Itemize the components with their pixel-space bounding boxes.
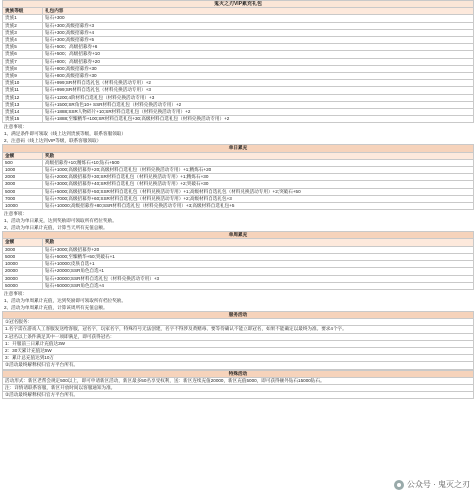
vip-cell: 贵族10 [3,80,43,87]
note-line [2,130,474,137]
weekly-cell: 钻石+30000;SSR材料自选礼包（材料兑换活动专用）+3 [43,275,474,282]
vip-row [3,94,474,101]
vip-cell: 贵族15 [3,116,43,123]
vip-row [3,29,474,36]
note-line [2,123,474,130]
vip-row [3,37,474,44]
weekly-cell: 钻石+20000;SSR角色自选+1 [43,268,474,275]
single-cell: 3000 [3,181,43,188]
note-text: 2、活动为单周累计充值，计算该周所有充值总额。 [4,304,108,310]
note-text: 2、活动为单日累计充值，计算当天所有充值总额。 [4,225,108,231]
weekly-title: 单周累充 [3,232,474,239]
single-cell: 2000 [3,174,43,181]
vip-header-level: 贵族等级 [3,8,43,15]
vip-title: 鬼灭之刃VIP累充礼包 [3,1,474,8]
weekly-table [2,231,474,290]
single-cell: 500 [3,159,43,166]
single-header-amount: 金额 [3,152,43,159]
note-line [3,377,474,384]
vip-cell: 钻石+800;高级招募券+30 [43,65,474,72]
watermark [394,479,470,490]
vip-cell: 贵族1 [3,15,43,22]
note-text: 注：详情请联系客服，新区开放时间以客服通知为准。 [3,384,474,391]
note-line [2,290,474,297]
single-row [3,181,474,188]
vip-row [3,15,474,22]
note-line [2,217,474,224]
service-table [2,311,474,370]
vip-cell: 钻石+300;高级招募券+4 [43,29,474,36]
weekly-cell: 10000 [3,261,43,268]
vip-cell: 钻石+300;高级招募券+5 [43,37,474,44]
note-line [3,326,474,333]
vip-row [3,51,474,58]
weekly-cell: 5000 [3,253,43,260]
weekly-row [3,268,474,275]
note-text: 注意事项： [4,124,27,130]
note-line [2,210,474,217]
vip-cell: 钻石+1888;SSR人物碎片+10;SR材料自选礼包（材料兑换活动专用）+2 [43,109,474,116]
note-text: ②活动最终解释权归官方平台所有。 [3,362,474,369]
vip-notes [2,123,474,144]
note-line [3,333,474,340]
note-line [3,392,474,399]
vip-cell: 钻石+999;SR材料自选礼包（材料兑换活动专用）+3 [43,87,474,94]
vip-cell: 贵族4 [3,37,43,44]
vip-cell: 钻石+500；高级招募券+6 [43,44,474,51]
weekly-cell: 钻石+50000;SSR角色自选+4 [43,282,474,289]
vip-cell: 钻石+800;高级招募券+30 [43,73,474,80]
single-table [2,144,474,210]
weekly-row [3,253,474,260]
note-line [2,297,474,304]
note-text: 活动形式：新区老帮会规定500以上，即可申请新区活动，新区最多50名享受权利，送：新区连续充值20000，新区充值5000，即可获得额外钻石15000钻石。 [3,377,474,384]
note-line [3,355,474,362]
wechat-icon [394,480,404,490]
note-line [2,224,474,231]
note-text: 1：开服前三日累计充值达3W [3,340,474,347]
single-cell: 钻石+10000;高级招募券+80;SSR材料自选礼包（材料兑换活动专用）+3;高级材料自选礼包+5 [43,203,474,210]
weekly-cell: 20000 [3,268,43,275]
note-text: ②活动最终解释权归官方平台所有。 [3,392,474,399]
vip-header-content: 礼包内容 [43,8,474,15]
note-text: 注意事项： [4,211,27,217]
vip-row [3,73,474,80]
note-line [3,319,474,326]
weekly-row [3,246,474,253]
single-cell: 钻石+2000;高级招募券+30;SR材料自选礼包（材料兑换活动专用）+1;精炼石+30 [43,174,474,181]
vip-cell: 贵族8 [3,65,43,72]
single-cell: 10000 [3,203,43,210]
single-cell: 钻石+1000;高级招募券+20;高级材料自选礼包（材料兑换活动专用）+1;精炼石+20 [43,167,474,174]
weekly-row [3,275,474,282]
note-text: 3：累计总充值达到10万 [3,355,474,362]
weekly-cell: 钻石+10000;皮肤自选+1 [43,261,474,268]
special-table [2,370,474,400]
vip-row [3,116,474,123]
note-text: 1.名字需在游戏人工客服发送给客服，冠名字，玩家名字，特殊符号无法创建，名字不得涉及黄赌毒、要等待确认不能立即冠名，如果不能确定以最终为准。要求4个字。 [3,326,474,333]
weekly-header-amount: 金额 [3,239,43,246]
note-line [3,340,474,347]
note-text: 2.冠名以上条件满足其中一项即满足，即可获得冠名： [3,333,474,340]
single-row [3,159,474,166]
single-cell: 1000 [3,167,43,174]
single-cell: 钻石+3000;高级招募券+40;SR材料自选礼包（材料兑换活动专用）+2;突破石+30 [43,181,474,188]
weekly-row [3,282,474,289]
single-header-reward: 奖励 [43,152,474,159]
vip-row [3,101,474,108]
vip-row [3,65,474,72]
note-text: 注意事项： [4,290,27,296]
single-row [3,188,474,195]
vip-cell: 贵族14 [3,109,43,116]
weekly-cell: 30000 [3,275,43,282]
weekly-header-reward: 奖励 [43,239,474,246]
vip-cell: 贵族9 [3,73,43,80]
note-line [3,347,474,354]
vip-cell: 钻石+300;高级招募券+3 [43,22,474,29]
weekly-cell: 钻石+5000;至臻精华+50;突破石+1 [43,253,474,260]
note-line [2,304,474,311]
note-text: ①冠名服务： [3,319,474,326]
vip-cell: 钻石+800；高级招募券+20 [43,58,474,65]
vip-cell: 贵族12 [3,94,43,101]
vip-row [3,87,474,94]
vip-cell: 贵族3 [3,29,43,36]
vip-row [3,22,474,29]
note-line [3,362,474,369]
note-text: 2：30天累计充值达5W [3,347,474,354]
vip-row [3,109,474,116]
single-cell: 高级招募券+10;精炼石+10;钻石+500 [43,159,474,166]
vip-cell: 钻石+300 [43,15,474,22]
note-text: 1、活动为单周累计充值，达到奖励即可领取所有档位奖励。 [4,297,126,303]
service-title: 服务活动 [3,311,474,318]
vip-cell: 贵族6 [3,51,43,58]
note-line [3,384,474,391]
vip-cell: 钻石+999;SR材料自选礼包（材料兑换活动专用）+2 [43,80,474,87]
single-cell: 钻石+5000;高级招募券+50;SSR材料自选礼包（材料兑换活动专用）+1;高级材料自选礼包（材料兑换活动专用）+2;突破石+50 [43,188,474,195]
single-cell: 7000 [3,195,43,202]
note-text: 2、注意码（线上达到VIP等级，联系客服领取） [4,138,102,144]
vip-table [2,0,474,123]
single-cell: 钻石+7000;高级招募券+60;SSR材料自选礼包（材料兑换活动专用）+2;高级材料自选礼包+3 [43,195,474,202]
vip-cell: 贵族13 [3,101,43,108]
single-row [3,195,474,202]
single-title: 单日累充 [3,145,474,152]
single-row [3,203,474,210]
note-text: 1、活动为单日累充，达到奖励即可领取所有档位奖励。 [4,218,117,224]
vip-cell: 贵族11 [3,87,43,94]
single-notes [2,210,474,231]
watermark-text: 公众号 · 鬼灭之刃 [406,480,470,489]
weekly-cell: 钻石+3000;高级招募券+20 [43,246,474,253]
vip-cell: 贵族7 [3,58,43,65]
single-row [3,167,474,174]
weekly-cell: 50000 [3,282,43,289]
note-line [2,137,474,144]
vip-row [3,44,474,51]
vip-cell: 钻石+1888;至臻精华+100;SR材料自选礼包+30;高级材料自选礼包（材料兑换活动专用）+2 [43,116,474,123]
weekly-notes [2,290,474,311]
vip-row [3,58,474,65]
single-row [3,174,474,181]
vip-cell: 钻石+500；高级招募券+10 [43,51,474,58]
vip-row [3,80,474,87]
vip-cell: 贵族5 [3,44,43,51]
weekly-row [3,261,474,268]
vip-cell: 钻石+1500;SR角色10+ SSR材料自选礼包（材料兑换活动专用）+2 [43,101,474,108]
vip-cell: 钻石+1200;4阶材料自选礼包（材料兑换活动专用）+3 [43,94,474,101]
vip-cell: 贵族2 [3,22,43,29]
single-cell: 5000 [3,188,43,195]
special-title: 特殊活动 [3,370,474,377]
note-text: 1、满足条件即可领取（线上达到贵族等级，联系客服领取） [4,131,126,137]
weekly-cell: 3000 [3,246,43,253]
